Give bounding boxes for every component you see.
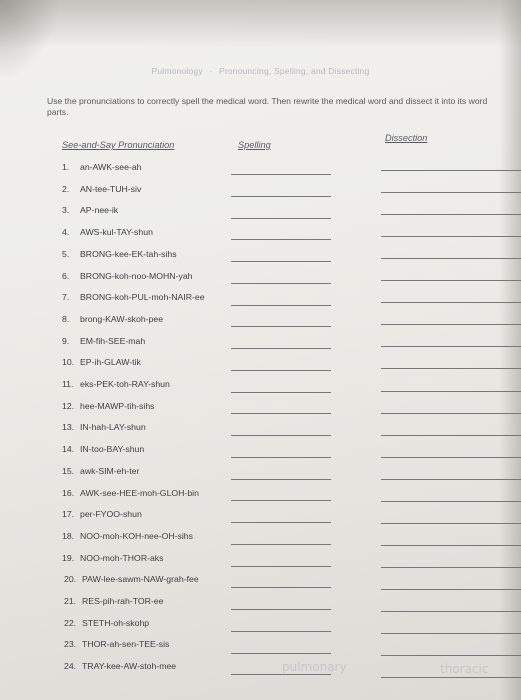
spelling-answer-line[interactable]: [231, 348, 331, 349]
dissection-answer-line[interactable]: [381, 236, 521, 237]
pronunciation-text: an-AWK-see-ah: [80, 162, 142, 172]
list-item: [62, 357, 141, 367]
pronunciation-text: THOR-ah-sen-TEE-sis: [82, 639, 170, 650]
list-item: [62, 553, 164, 563]
list-item: [62, 314, 163, 324]
list-item: [62, 466, 139, 476]
item-number: 15.: [62, 465, 75, 476]
list-item: [62, 162, 141, 172]
dissection-answer-line[interactable]: [381, 545, 521, 546]
item-number: 2.: [62, 183, 70, 194]
list-item: [64, 574, 199, 584]
pronunciation-text: AWS-kul-TAY-shun: [80, 227, 153, 238]
handwritten-spelling: pulmonary: [282, 660, 347, 674]
pronunciation-text: NOO-moh-KOH-nee-OH-sihs: [80, 530, 193, 541]
spelling-answer-line[interactable]: [231, 435, 331, 436]
dissection-answer-line[interactable]: [381, 457, 521, 458]
spelling-answer-line[interactable]: [231, 305, 331, 306]
dissection-answer-line[interactable]: [381, 324, 521, 325]
pronunciation-text: AN-tee-TUH-siv: [80, 183, 142, 194]
spelling-answer-line[interactable]: [231, 457, 331, 458]
item-number: 8.: [62, 313, 70, 324]
item-number: 14.: [62, 444, 75, 455]
title-subject: Pulmonology: [151, 66, 203, 76]
spelling-answer-line[interactable]: [231, 392, 331, 393]
pronunciation-text: RES-pih-rah-TOR-ee: [82, 596, 164, 606]
spelling-answer-line[interactable]: [231, 479, 331, 480]
dissection-answer-line[interactable]: [381, 633, 521, 634]
list-item: [62, 531, 193, 541]
item-number: 3.: [62, 205, 70, 216]
dissection-answer-line[interactable]: [381, 435, 521, 436]
item-number: 18.: [62, 530, 75, 541]
pronunciation-text: EM-fih-SEE-mah: [80, 335, 146, 346]
item-number: 9.: [62, 335, 70, 346]
list-item: [62, 227, 153, 237]
pronunciation-text: AP-nee-ik: [80, 205, 119, 216]
title-rest: Pronouncing, Spelling, and Dissecting: [218, 66, 370, 76]
list-item: [62, 509, 142, 519]
list-item: [64, 596, 163, 606]
spelling-answer-line[interactable]: [231, 674, 331, 675]
dissection-answer-line[interactable]: [381, 280, 521, 281]
dissection-answer-line[interactable]: [381, 677, 521, 678]
item-number: 22.: [64, 617, 77, 628]
dissection-answer-line[interactable]: [381, 302, 521, 303]
list-item: [62, 205, 118, 215]
item-number: 23.: [64, 639, 77, 650]
pronunciation-text: BRONG-koh-noo-MOHN-yah: [80, 270, 193, 281]
list-item: [62, 488, 199, 498]
item-number: 1.: [62, 162, 70, 172]
header-spelling: Spelling: [238, 140, 271, 150]
list-item: [62, 336, 145, 346]
pronunciation-text: IN-too-BAY-shun: [80, 444, 145, 455]
list-item: [62, 249, 177, 259]
spelling-answer-line[interactable]: [231, 413, 331, 414]
spelling-answer-line[interactable]: [231, 653, 331, 654]
dissection-answer-line[interactable]: [381, 655, 521, 656]
spelling-answer-line[interactable]: [231, 239, 331, 240]
list-item: [64, 661, 176, 671]
dissection-answer-line[interactable]: [381, 413, 521, 414]
pronunciation-text: STETH-oh-skohp: [82, 617, 150, 628]
pronunciation-text: IN-hah-LAY-shun: [80, 422, 146, 433]
dissection-answer-line[interactable]: [381, 214, 521, 215]
item-number: 16.: [62, 487, 75, 498]
item-number: 13.: [62, 422, 75, 433]
item-number: 24.: [64, 661, 77, 672]
item-number: 10.: [62, 357, 75, 368]
spelling-answer-line[interactable]: [231, 261, 331, 262]
pronunciation-text: PAW-lee-sawm-NAW-grah-fee: [82, 574, 199, 585]
spelling-answer-line[interactable]: [231, 631, 331, 632]
list-item: [62, 184, 141, 194]
dissection-answer-line[interactable]: [381, 192, 521, 193]
dissection-answer-line[interactable]: [381, 346, 521, 347]
pronunciation-text: eks-PEK-toh-RAY-shun: [80, 379, 170, 389]
dissection-answer-line[interactable]: [381, 170, 521, 171]
dissection-answer-line[interactable]: [381, 567, 521, 568]
item-number: 7.: [62, 292, 70, 303]
dissection-answer-line[interactable]: [381, 391, 521, 392]
pronunciation-text: awk-SIM-eh-ter: [80, 465, 140, 476]
list-item: [62, 401, 155, 411]
list-item: [62, 422, 146, 432]
item-number: 21.: [64, 596, 77, 606]
dissection-answer-line[interactable]: [381, 479, 521, 480]
pronunciation-text: per-FYOO-shun: [80, 509, 142, 520]
pronunciation-text: BRONG-kee-EK-tah-sihs: [80, 248, 177, 259]
spelling-answer-line[interactable]: [231, 370, 331, 371]
list-item: [64, 618, 149, 628]
item-number: 19.: [62, 552, 75, 563]
list-item: [62, 292, 205, 302]
item-number: 4.: [62, 227, 70, 238]
header-dissection: Dissection: [385, 133, 428, 143]
pronunciation-text: AWK-see-HEE-moh-GLOH-bin: [80, 487, 199, 498]
dissection-answer-line[interactable]: [381, 589, 521, 590]
spelling-answer-line[interactable]: [231, 587, 331, 588]
dissection-answer-line[interactable]: [381, 523, 521, 524]
list-item: [62, 271, 192, 281]
pronunciation-text: hee-MAWP-tih-sihs: [80, 400, 155, 411]
instructions: Use the pronunciations to correctly spell the medical word. Then rewrite the medical word and dissect it into its word parts.: [47, 96, 488, 117]
dissection-answer-line[interactable]: [381, 368, 521, 369]
spelling-answer-line[interactable]: [231, 196, 331, 197]
handwritten-dissection: thoracic: [440, 662, 489, 676]
spelling-answer-line[interactable]: [231, 218, 331, 219]
item-number: 12.: [62, 400, 75, 411]
spelling-answer-line[interactable]: [231, 609, 331, 610]
list-item: [64, 639, 169, 649]
spelling-answer-line[interactable]: [231, 544, 331, 545]
item-number: 11.: [62, 379, 74, 389]
item-number: 6.: [62, 270, 70, 281]
pronunciation-text: brong-KAW-skoh-pee: [80, 313, 164, 324]
pronunciation-text: TRAY-kee-AW-stoh-mee: [82, 661, 177, 672]
spelling-answer-line[interactable]: [231, 326, 331, 327]
worksheet-title: [0, 66, 521, 76]
spelling-answer-line[interactable]: [231, 500, 331, 501]
title-separator: ·: [209, 66, 213, 76]
item-number: 17.: [62, 509, 75, 520]
spelling-answer-line[interactable]: [231, 283, 331, 284]
item-number: 5.: [62, 248, 70, 259]
item-number: 20.: [64, 574, 77, 585]
list-item: [62, 444, 144, 454]
header-pronunciation: See-and-Say Pronunciation: [62, 140, 175, 150]
spelling-answer-line[interactable]: [231, 522, 331, 523]
pronunciation-text: BRONG-koh-PUL-moh-NAIR-ee: [80, 292, 205, 303]
pronunciation-text: EP-ih-GLAW-tik: [80, 357, 141, 368]
page-shadow-top: [0, 0, 521, 48]
dissection-answer-line[interactable]: [381, 501, 521, 502]
list-item: [62, 379, 170, 389]
spelling-answer-line[interactable]: [231, 174, 331, 175]
spelling-answer-line[interactable]: [231, 566, 331, 567]
dissection-answer-line[interactable]: [381, 258, 521, 259]
dissection-answer-line[interactable]: [381, 611, 521, 612]
pronunciation-text: NOO-moh-THOR-aks: [80, 552, 164, 563]
